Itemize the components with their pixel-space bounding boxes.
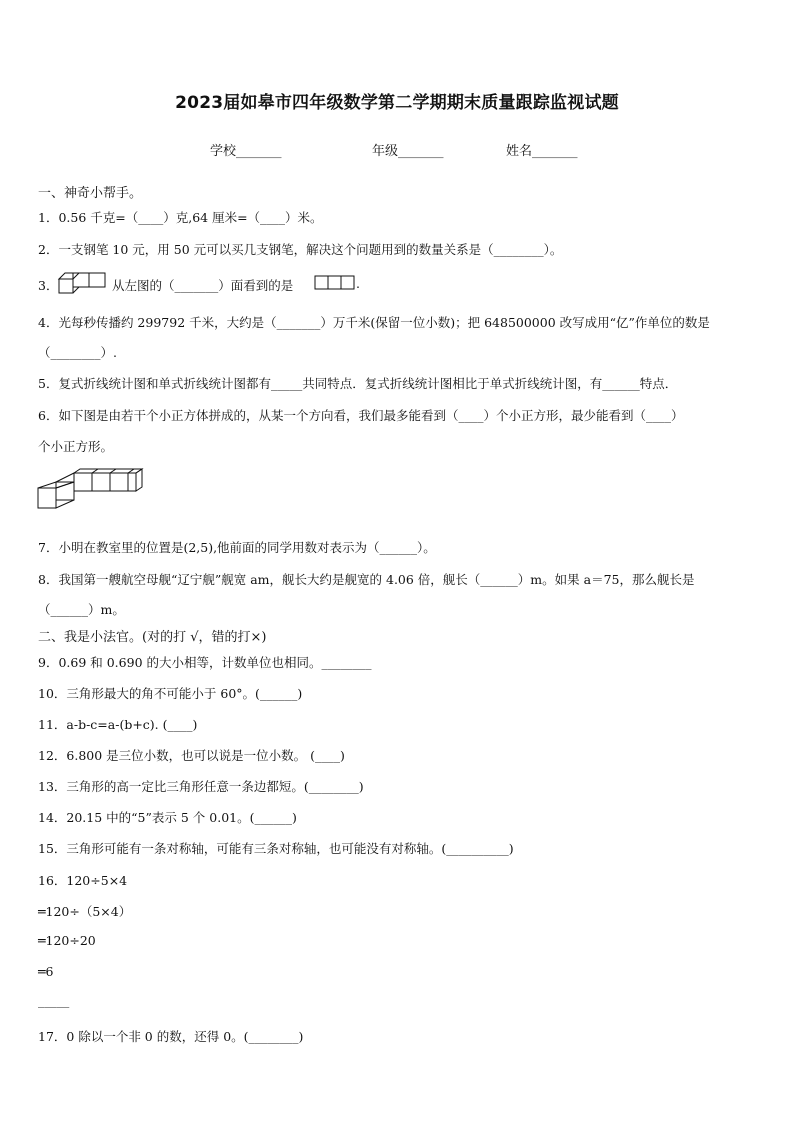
question-5: 5．复式折线统计图和单式折线统计图都有_____共同特点．复式折线统计图相比于单式折线统计图，有______特点．: [38, 376, 678, 391]
question-15: 15．三角形可能有一条对称轴，可能有三条对称轴，也可能没有对称轴。(__________): [38, 841, 514, 856]
question-7: 7．小明在教室里的位置是(2,5),他前面的同学用数对表示为（______）。: [38, 540, 436, 555]
question-16-line-2: ═120÷（5×4）: [38, 904, 132, 919]
question-8-line-2: （______）m。: [38, 602, 125, 617]
question-13: 13．三角形的高一定比三角形任意一条边都短。(________): [38, 779, 364, 794]
name-field[interactable]: 姓名_______: [506, 144, 578, 159]
school-field[interactable]: 学校_______: [210, 144, 282, 159]
question-16-answer-blank[interactable]: _____: [38, 993, 70, 1008]
section-2-heading: 二、我是小法官。(对的打 √，错的打×): [38, 630, 267, 645]
question-11: 11．a-b-c=a-(b+c). (____): [38, 717, 198, 732]
question-10: 10．三角形最大的角不可能小于 60°。(______): [38, 686, 303, 701]
section-1-heading: 一、神奇小帮手。: [38, 186, 143, 201]
cube-row-3d-figure: [56, 270, 112, 296]
question-9: 9．0.69 和 0.690 的大小相等，计数单位也相同。________: [38, 655, 372, 670]
question-16-line-4: ═6: [38, 964, 54, 979]
question-4-line-2: （________）.: [38, 345, 117, 360]
page-title: 2023届如皋市四年级数学第二学期期末质量跟踪监视试题: [175, 93, 619, 113]
question-4-line-1: 4．光每秒传播约 299792 千米，大约是（_______）万千米(保留一位小数)；把 648500000 改写成用“亿”作单位的数是: [38, 315, 710, 330]
question-17: 17．0 除以一个非 0 的数，还得 0。(________): [38, 1029, 304, 1044]
question-6-line-1: 6．如下图是由若干个小正方体拼成的，从某一个方向看，我们最多能看到（____）个小正方形，最少能看到（____）: [38, 408, 684, 423]
question-3-text: 从左图的（_______）面看到的是: [112, 278, 294, 293]
question-14: 14．20.15 中的“5”表示 5 个 0.01。(______): [38, 810, 297, 825]
question-3-number: 3．: [38, 278, 59, 293]
grade-field[interactable]: 年级_______: [372, 144, 444, 159]
question-12: 12．6.800 是三位小数，也可以说是一位小数。 (____): [38, 748, 345, 763]
question-16-line-3: ═120÷20: [38, 933, 96, 948]
question-16-line-1: 16．120÷5×4: [38, 873, 128, 888]
question-1: 1．0.56 千克=（____）克,64 厘米=（____）米。: [38, 210, 323, 225]
question-8-line-1: 8．我国第一艘航空母舰“辽宁舰”舰宽 am，舰长大约是舰宽的 4.06 倍，舰长（______）m。如果 a＝75，那么舰长是: [38, 572, 695, 587]
cube-assembly-figure: [36, 468, 146, 512]
question-2: 2．一支钢笔 10 元，用 50 元可以买几支钢笔，解决这个问题用到的数量关系是（________）。: [38, 242, 563, 257]
three-squares-view: [314, 275, 358, 291]
question-6-line-2: 个小正方形。: [38, 439, 114, 454]
question-3-end: .: [356, 276, 360, 291]
